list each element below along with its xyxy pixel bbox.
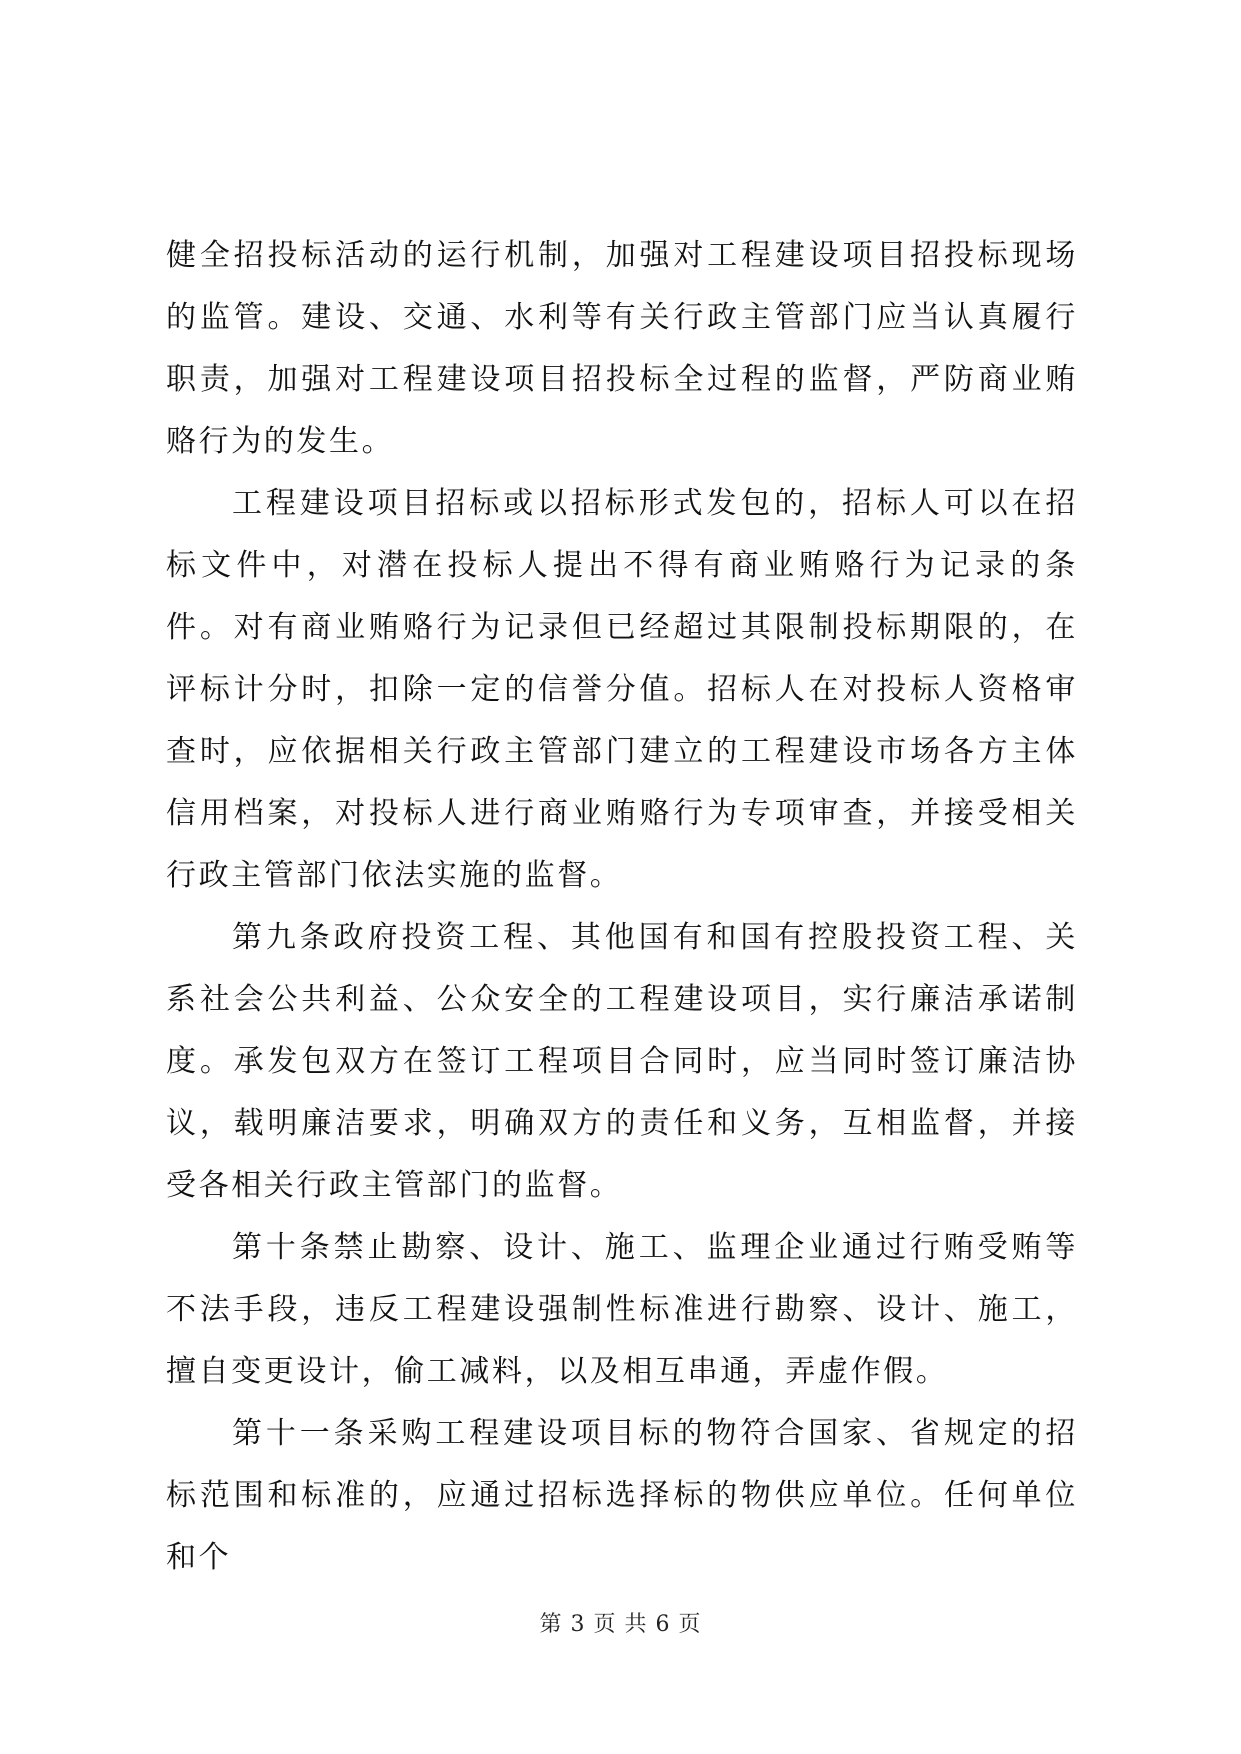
paragraph-article-10: 第十条禁止勘察、设计、施工、监理企业通过行贿受贿等不法手段，违反工程建设强制性标准进行勘察、设计、施工，擅自变更设计，偷工减料，以及相互串通，弄虚作假。 (166, 1230, 1078, 1389)
page-number-footer: 第 3 页 共 6 页 (539, 1612, 702, 1637)
paragraph-article-11: 第十一条采购工程建设项目标的物符合国家、省规定的招标范围和标准的，应通过招标选择标的物供应单位。任何单位和个 (166, 1416, 1078, 1575)
paragraph-continued: 健全招投标活动的运行机制，加强对工程建设项目招投标现场的监管。建设、交通、水利等有关行政主管部门应当认真履行职责，加强对工程建设项目招投标全过程的监督，严防商业贿赂行为的发生。 (166, 238, 1078, 459)
paragraph-tender-conditions: 工程建设项目招标或以招标形式发包的，招标人可以在招标文件中，对潜在投标人提出不得有商业贿赂行为记录的条件。对有商业贿赂行为记录但已经超过其限制投标期限的，在评标计分时，扣除一定的信誉分值。招标人在对投标人资格审查时，应依据相关行政主管部门建立的工程建设市场各方主体信用档案，对投标人进行商业贿赂行为专项审查，并接受相关行政主管部门依法实施的监督。 (166, 486, 1078, 893)
document-body (166, 225, 1078, 1589)
paragraph-article-9: 第九条政府投资工程、其他国有和国有控股投资工程、关系社会公共利益、公众安全的工程建设项目，实行廉洁承诺制度。承发包双方在签订工程项目合同时，应当同时签订廉洁协议，载明廉洁要求，明确双方的责任和义务，互相监督，并接受各相关行政主管部门的监督。 (166, 920, 1078, 1203)
